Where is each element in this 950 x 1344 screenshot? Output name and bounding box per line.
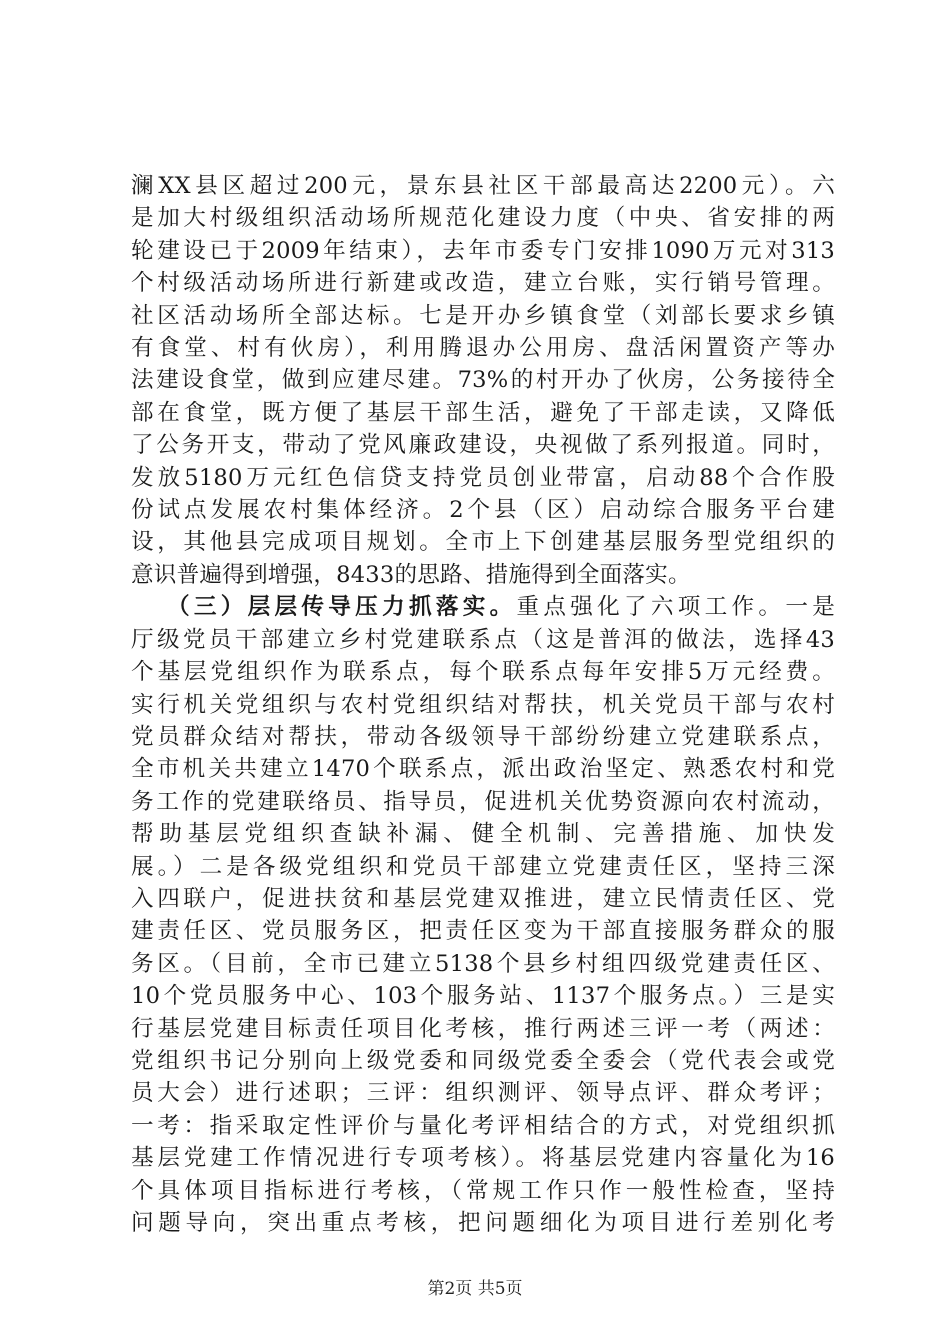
text-line: 党组织书记分别向上级党委和同级党委全委会（党代表会或党	[131, 1047, 835, 1074]
text-line: 轮建设已于2009年结束），去年市委专门安排1090万元对313	[131, 237, 835, 264]
text-line: 发放5180万元红色信贷支持党员创业带富，启动88个合作股	[131, 464, 835, 491]
text-line: 个村级活动场所进行新建或改造，建立台账，实行销号管理。	[131, 270, 835, 297]
text-line: 了公务开支，带动了党风廉政建设，央视做了系列报道。同时，	[131, 432, 835, 459]
text-line: 法建设食堂，做到应建尽建。73%的村开办了伙房，公务接待全	[131, 367, 835, 394]
text-line: 行基层党建目标责任项目化考核，推行两述三评一考（两述：	[131, 1015, 835, 1042]
text-line: 基层党建工作情况进行专项考核）。将基层党建内容量化为16	[131, 1145, 835, 1172]
text-line: 务工作的党建联络员、指导员，促进机关优势资源向农村流动，	[131, 788, 835, 815]
section-3-heading: （三）层层传导压力抓落实。	[167, 594, 517, 621]
text-line: 份试点发展农村集体经济。2个县（区）启动综合服务平台建	[131, 497, 835, 524]
text-line: 设，其他县完成项目规划。全市上下创建基层服务型党组织的	[131, 529, 835, 556]
text-line: 务区。（目前，全市已建立5138个县乡村组四级党建责任区、	[131, 950, 835, 977]
text-line: 帮助基层党组织查缺补漏、健全机制、完善措施、加快发	[131, 821, 835, 848]
text-line: 个具体项目指标进行考核，（常规工作只作一般性检查，坚持	[131, 1177, 835, 1204]
text-line: 有食堂、村有伙房），利用腾退办公用房、盘活闲置资产等办	[131, 335, 835, 362]
text-line: 是加大村级组织活动场所规范化建设力度（中央、省安排的两	[131, 205, 835, 232]
text-line: 个基层党组织作为联系点，每个联系点每年安排5万元经费。	[131, 659, 835, 686]
page-number-footer: 第2页 共5页	[427, 1279, 523, 1299]
text-line: 一考：指采取定性评价与量化考评相结合的方式，对党组织抓	[131, 1112, 835, 1139]
text-line: 部在食堂，既方便了基层干部生活，避免了干部走读，又降低	[131, 399, 835, 426]
text-line: 党员群众结对帮扶，带动各级领导干部纷纷建立党建联系点，	[131, 723, 835, 750]
text-line: 意识普遍得到增强，8433的思路、措施得到全面落实。	[131, 561, 691, 588]
text-line: 实行机关党组织与农村党组织结对帮扶，机关党员干部与农村	[131, 691, 835, 718]
text-line: 澜XX县区超过200元，景东县社区干部最高达2200元）。六	[131, 173, 835, 199]
text-line: 厅级党员干部建立乡村党建联系点（这是普洱的做法，选择43	[131, 626, 835, 653]
text-line: 问题导向，突出重点考核，把问题细化为项目进行差别化考	[131, 1210, 835, 1236]
text-line: 10个党员服务中心、103个服务站、1137个服务点。）三是实	[131, 983, 835, 1010]
section-3-first-line	[131, 591, 835, 623]
text-line: 入四联户，促进扶贫和基层党建双推进，建立民情责任区、党	[131, 885, 835, 912]
text-line: 展。）二是各级党组织和党员干部建立党建责任区，坚持三深	[131, 853, 835, 880]
body-text	[131, 170, 835, 1239]
text-line: 全市机关共建立1470个联系点，派出政治坚定、熟悉农村和党	[131, 756, 835, 783]
text-line: 建责任区、党员服务区，把责任区变为干部直接服务群众的服	[131, 918, 835, 945]
section-3-first-line-rest: 重点强化了六项工作。一是	[516, 594, 835, 621]
text-line: 社区活动场所全部达标。七是开办乡镇食堂（刘部长要求乡镇	[131, 302, 835, 329]
text-line: 员大会）进行述职；三评：组织测评、领导点评、群众考评；	[131, 1080, 835, 1107]
